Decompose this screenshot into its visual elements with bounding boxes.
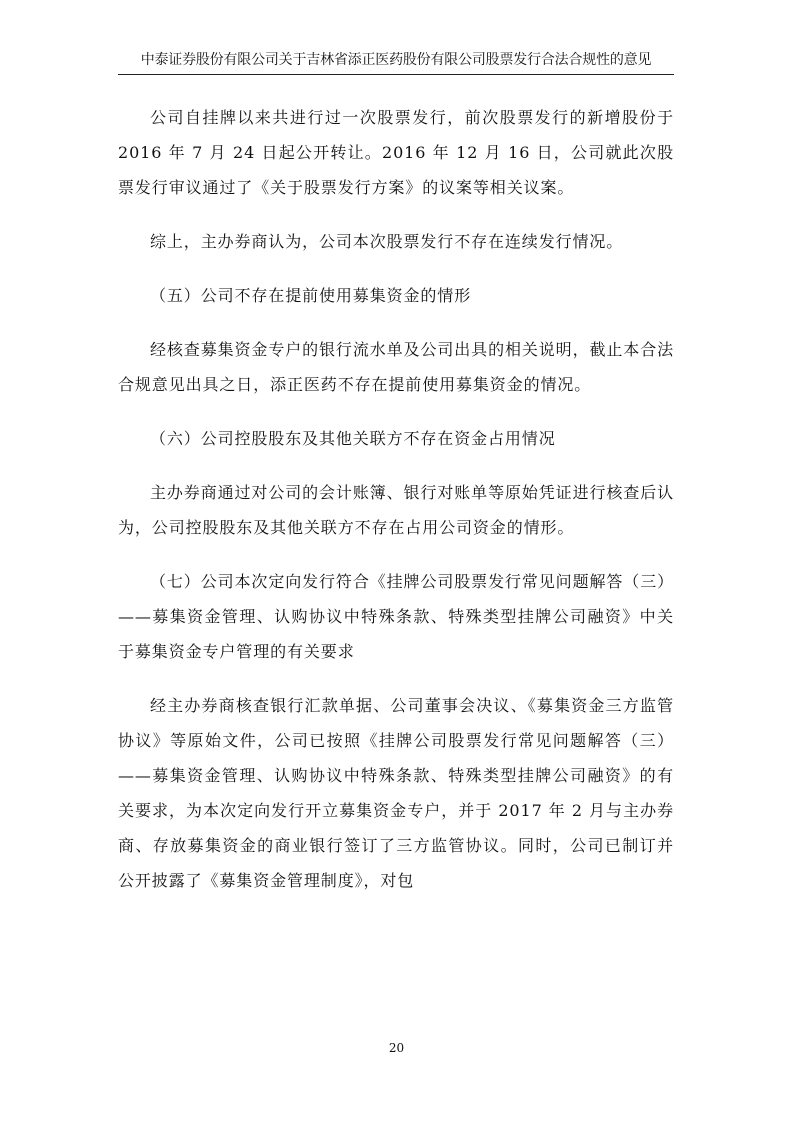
section-heading-5: （五）公司不存在提前使用募集资金的情形 <box>150 286 472 305</box>
section-heading-6: （六）公司控股股东及其他关联方不存在资金占用情况 <box>150 429 556 448</box>
paragraph-special-account: 经主办券商核查银行汇款单据、公司董事会决议、《募集资金三方监管协议》等原始文件，公司已按照《挂牌公司股票发行常见问题解答（三）——募集资金管理、认购协议中特殊条款、特殊类型挂牌公司融资》的有关要求，为本次定向发行开立募集资金专户，并于 2017 年 2 月与主办券商、存放募集资金的商业银行签订了三方监管协议。同时，公司已制订并公开披露了《募集资金管理制度》，对包 <box>118 696 674 890</box>
document-body <box>118 100 674 917</box>
paragraph-fund-occupation: 主办券商通过对公司的会计账簿、银行对账单等原始凭证进行核查后认为，公司控股股东及其他关联方不存在占用公司资金的情形。 <box>118 483 674 537</box>
page-number: 20 <box>388 1041 405 1055</box>
running-header: 中泰证券股份有限公司关于吉林省添正医药股份有限公司股票发行合法合规性的意见 <box>140 52 652 68</box>
header-divider <box>118 74 674 75</box>
paragraph-fund-usage: 经核查募集资金专户的银行流水单及公司出具的相关说明，截止本合法合规意见出具之日，添正医药不存在提前使用募集资金的情况。 <box>118 340 674 394</box>
section-heading-7: （七）公司本次定向发行符合《挂牌公司股票发行常见问题解答（三）——募集资金管理、认购协议中特殊条款、特殊类型挂牌公司融资》中关于募集资金专户管理的有关要求 <box>118 572 674 661</box>
paragraph-conclusion-continuous-issuance: 综上，主办券商认为，公司本次股票发行不存在连续发行情况。 <box>150 232 624 251</box>
paragraph-previous-issuance: 公司自挂牌以来共进行过一次股票发行，前次股票发行的新增股份于 2016 年 7 月 24 日起公开转让。2016 年 12 月 16 日，公司就此次股票发行审议通过了《关于股票发行方案》的议案等相关议案。 <box>118 108 674 197</box>
